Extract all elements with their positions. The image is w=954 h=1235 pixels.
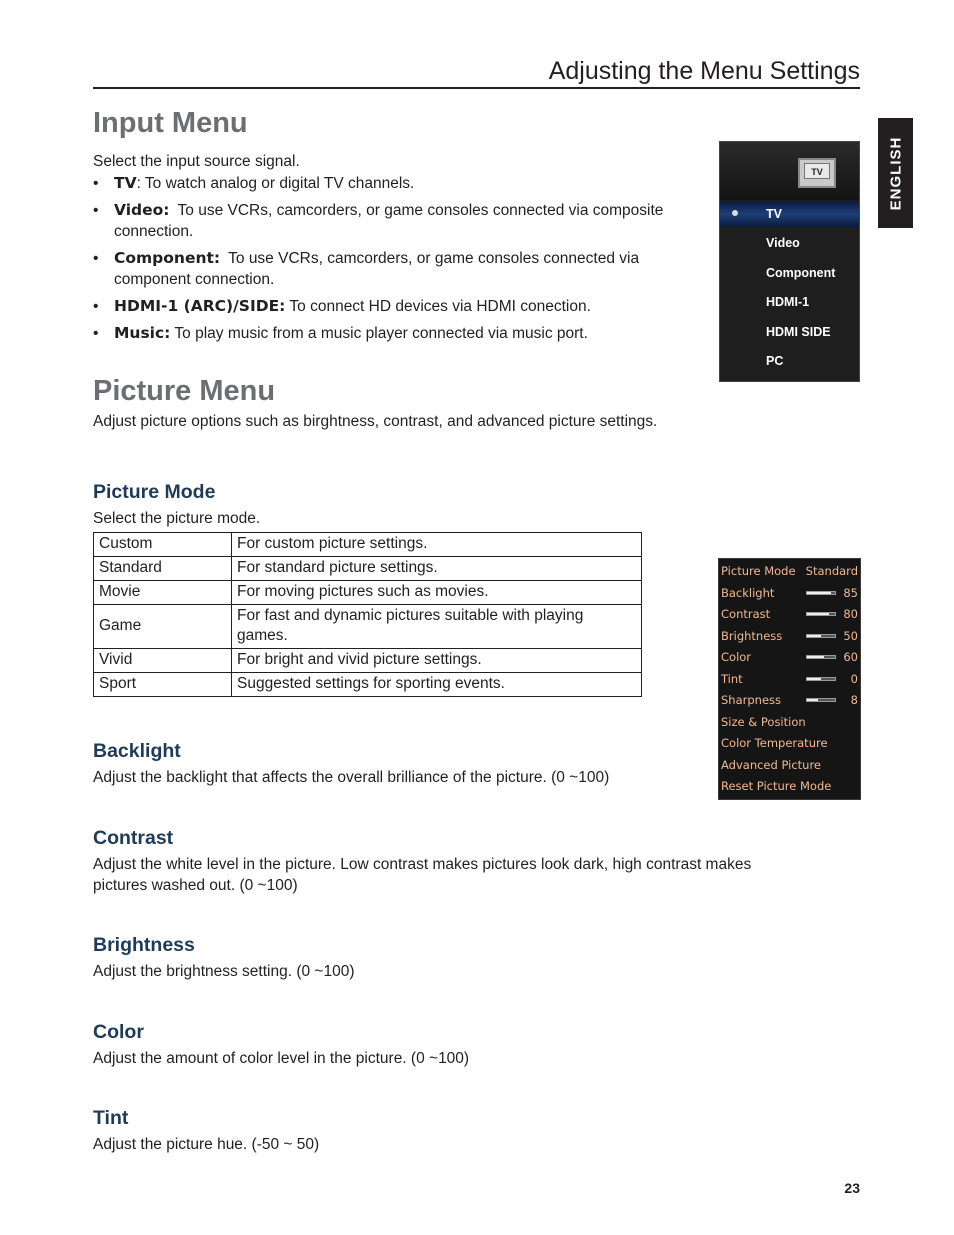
osd-row-tint[interactable] [721, 669, 858, 689]
level-slider[interactable] [806, 655, 836, 659]
table-row [94, 605, 642, 649]
tint-description: Adjust the picture hue. (-50 ~ 50) [93, 1136, 320, 1153]
osd-row-label: Color Temperature [721, 736, 828, 750]
osd-row-label: Contrast [721, 607, 771, 621]
osd-selection-highlight [720, 201, 859, 227]
input-menu-intro: Select the input source signal. [93, 153, 300, 170]
osd-item-tv[interactable]: TV [766, 207, 782, 221]
level-slider[interactable] [806, 591, 836, 595]
bullet-term: Video: [114, 201, 170, 219]
color-description: Adjust the amount of color level in the picture. (0 ~100) [93, 1050, 470, 1067]
osd-row-reset-picture-mode[interactable] [721, 776, 858, 796]
osd-row-label: Brightness [721, 629, 783, 643]
osd-row-value: Standard [805, 564, 858, 578]
mode-description: For moving pictures such as movies. [232, 581, 642, 605]
osd-row-value: 50 [843, 629, 858, 643]
osd-item-hdmi-1[interactable]: HDMI-1 [766, 295, 810, 309]
bullet-text: To watch analog or digital TV channels. [140, 175, 415, 192]
backlight-heading: Backlight [93, 740, 181, 762]
osd-row-contrast[interactable] [721, 604, 858, 624]
bullet-text: To use VCRs, camcorders, or game consoles connected via composite connection. [114, 202, 664, 240]
input-bullet-tv [93, 173, 683, 194]
level-slider[interactable] [806, 612, 836, 616]
osd-item-hdmi-side[interactable]: HDMI SIDE [766, 325, 831, 339]
osd-row-label: Backlight [721, 586, 775, 600]
osd-row-label: Tint [721, 672, 743, 686]
mode-description: For custom picture settings. [232, 533, 642, 557]
osd-row-label: Sharpness [721, 693, 782, 707]
picture-mode-heading: Picture Mode [93, 481, 216, 503]
brightness-heading: Brightness [93, 934, 195, 956]
level-fill [807, 699, 818, 701]
level-slider[interactable] [806, 677, 836, 681]
backlight-description: Adjust the backlight that affects the overall brilliance of the picture. (0 ~100) [93, 769, 610, 786]
bullet-term: HDMI-1 (ARC)/SIDE: [114, 297, 286, 315]
osd-item-pc[interactable]: PC [766, 354, 784, 368]
table-row [94, 649, 642, 673]
color-heading: Color [93, 1021, 144, 1043]
picture-mode-table [93, 532, 642, 697]
level-fill [807, 678, 821, 680]
osd-row-label: Advanced Picture [721, 758, 822, 772]
bullet-text: To connect HD devices via HDMI conection. [285, 298, 591, 315]
language-tab [878, 118, 913, 228]
osd-row-size-position[interactable] [721, 712, 858, 732]
osd-row-value: 8 [850, 693, 858, 707]
osd-item-component[interactable]: Component [766, 266, 836, 280]
mode-name: Sport [94, 673, 232, 697]
input-bullet-hdmi [93, 296, 683, 317]
tint-heading: Tint [93, 1107, 129, 1129]
mode-description: For fast and dynamic pictures suitable with playing games. [232, 605, 642, 649]
running-header-title: Adjusting the Menu Settings [93, 56, 860, 89]
level-slider[interactable] [806, 698, 836, 702]
osd-row-value: 80 [843, 607, 858, 621]
picture-menu-osd [718, 558, 861, 800]
input-bullet-video [93, 200, 683, 242]
bullet-text: To play music from a music player connected via music port. [170, 325, 588, 342]
input-bullet-component [93, 248, 683, 290]
mode-description: For bright and vivid picture settings. [232, 649, 642, 673]
osd-row-value: 0 [850, 672, 858, 686]
language-tab-label: ENGLISH [887, 136, 904, 210]
level-slider[interactable] [806, 634, 836, 638]
level-fill [807, 613, 829, 615]
osd-row-color[interactable] [721, 647, 858, 667]
level-fill [807, 592, 831, 594]
osd-row-label: Reset Picture Mode [721, 779, 832, 793]
level-fill [807, 656, 824, 658]
mode-name: Standard [94, 557, 232, 581]
input-source-list [93, 173, 683, 350]
tv-icon-label: TV [804, 163, 830, 179]
tv-icon [798, 158, 836, 188]
table-row [94, 557, 642, 581]
brightness-description: Adjust the brightness setting. (0 ~100) [93, 963, 355, 980]
mode-description: Suggested settings for sporting events. [232, 673, 642, 697]
picture-mode-intro: Select the picture mode. [93, 510, 261, 527]
input-menu-osd [719, 141, 860, 382]
input-menu-title: Input Menu [93, 107, 248, 139]
bullet-term: Music: [114, 324, 171, 342]
input-bullet-music [93, 323, 683, 344]
bullet-term: Component: [114, 249, 221, 267]
picture-menu-intro: Adjust picture options such as birghtness, contrast, and advanced picture settings. [93, 413, 658, 430]
page-number: 23 [844, 1180, 860, 1196]
selected-bullet-icon [732, 210, 738, 216]
osd-row-brightness[interactable] [721, 626, 858, 646]
osd-header-area [720, 142, 859, 200]
osd-row-picture-mode[interactable] [721, 561, 858, 581]
contrast-description: Adjust the white level in the picture. Low contrast makes pictures look dark, high contrast makes pictures washed out. (0 ~100) [93, 856, 752, 894]
osd-row-backlight[interactable] [721, 583, 858, 603]
bullet-term: TV [114, 174, 137, 192]
osd-row-value: 60 [843, 650, 858, 664]
osd-item-video[interactable]: Video [766, 236, 800, 250]
table-row [94, 581, 642, 605]
mode-name: Game [94, 605, 232, 649]
osd-row-label: Color [721, 650, 752, 664]
contrast-heading: Contrast [93, 827, 174, 849]
mode-description: For standard picture settings. [232, 557, 642, 581]
mode-name: Custom [94, 533, 232, 557]
osd-row-label: Picture Mode [721, 564, 796, 578]
level-fill [807, 635, 821, 637]
table-row [94, 673, 642, 697]
bullet-term-separator: : [136, 175, 141, 192]
mode-name: Movie [94, 581, 232, 605]
osd-row-sharpness[interactable] [721, 690, 858, 710]
picture-menu-title: Picture Menu [93, 375, 276, 407]
bullet-text: To use VCRs, camcorders, or game consoles connected via component connection. [114, 250, 640, 288]
table-row [94, 533, 642, 557]
osd-row-advanced-picture[interactable] [721, 755, 858, 775]
osd-row-color-temperature[interactable] [721, 733, 858, 753]
osd-row-label: Size & Position [721, 715, 806, 729]
osd-row-value: 85 [843, 586, 858, 600]
mode-name: Vivid [94, 649, 232, 673]
